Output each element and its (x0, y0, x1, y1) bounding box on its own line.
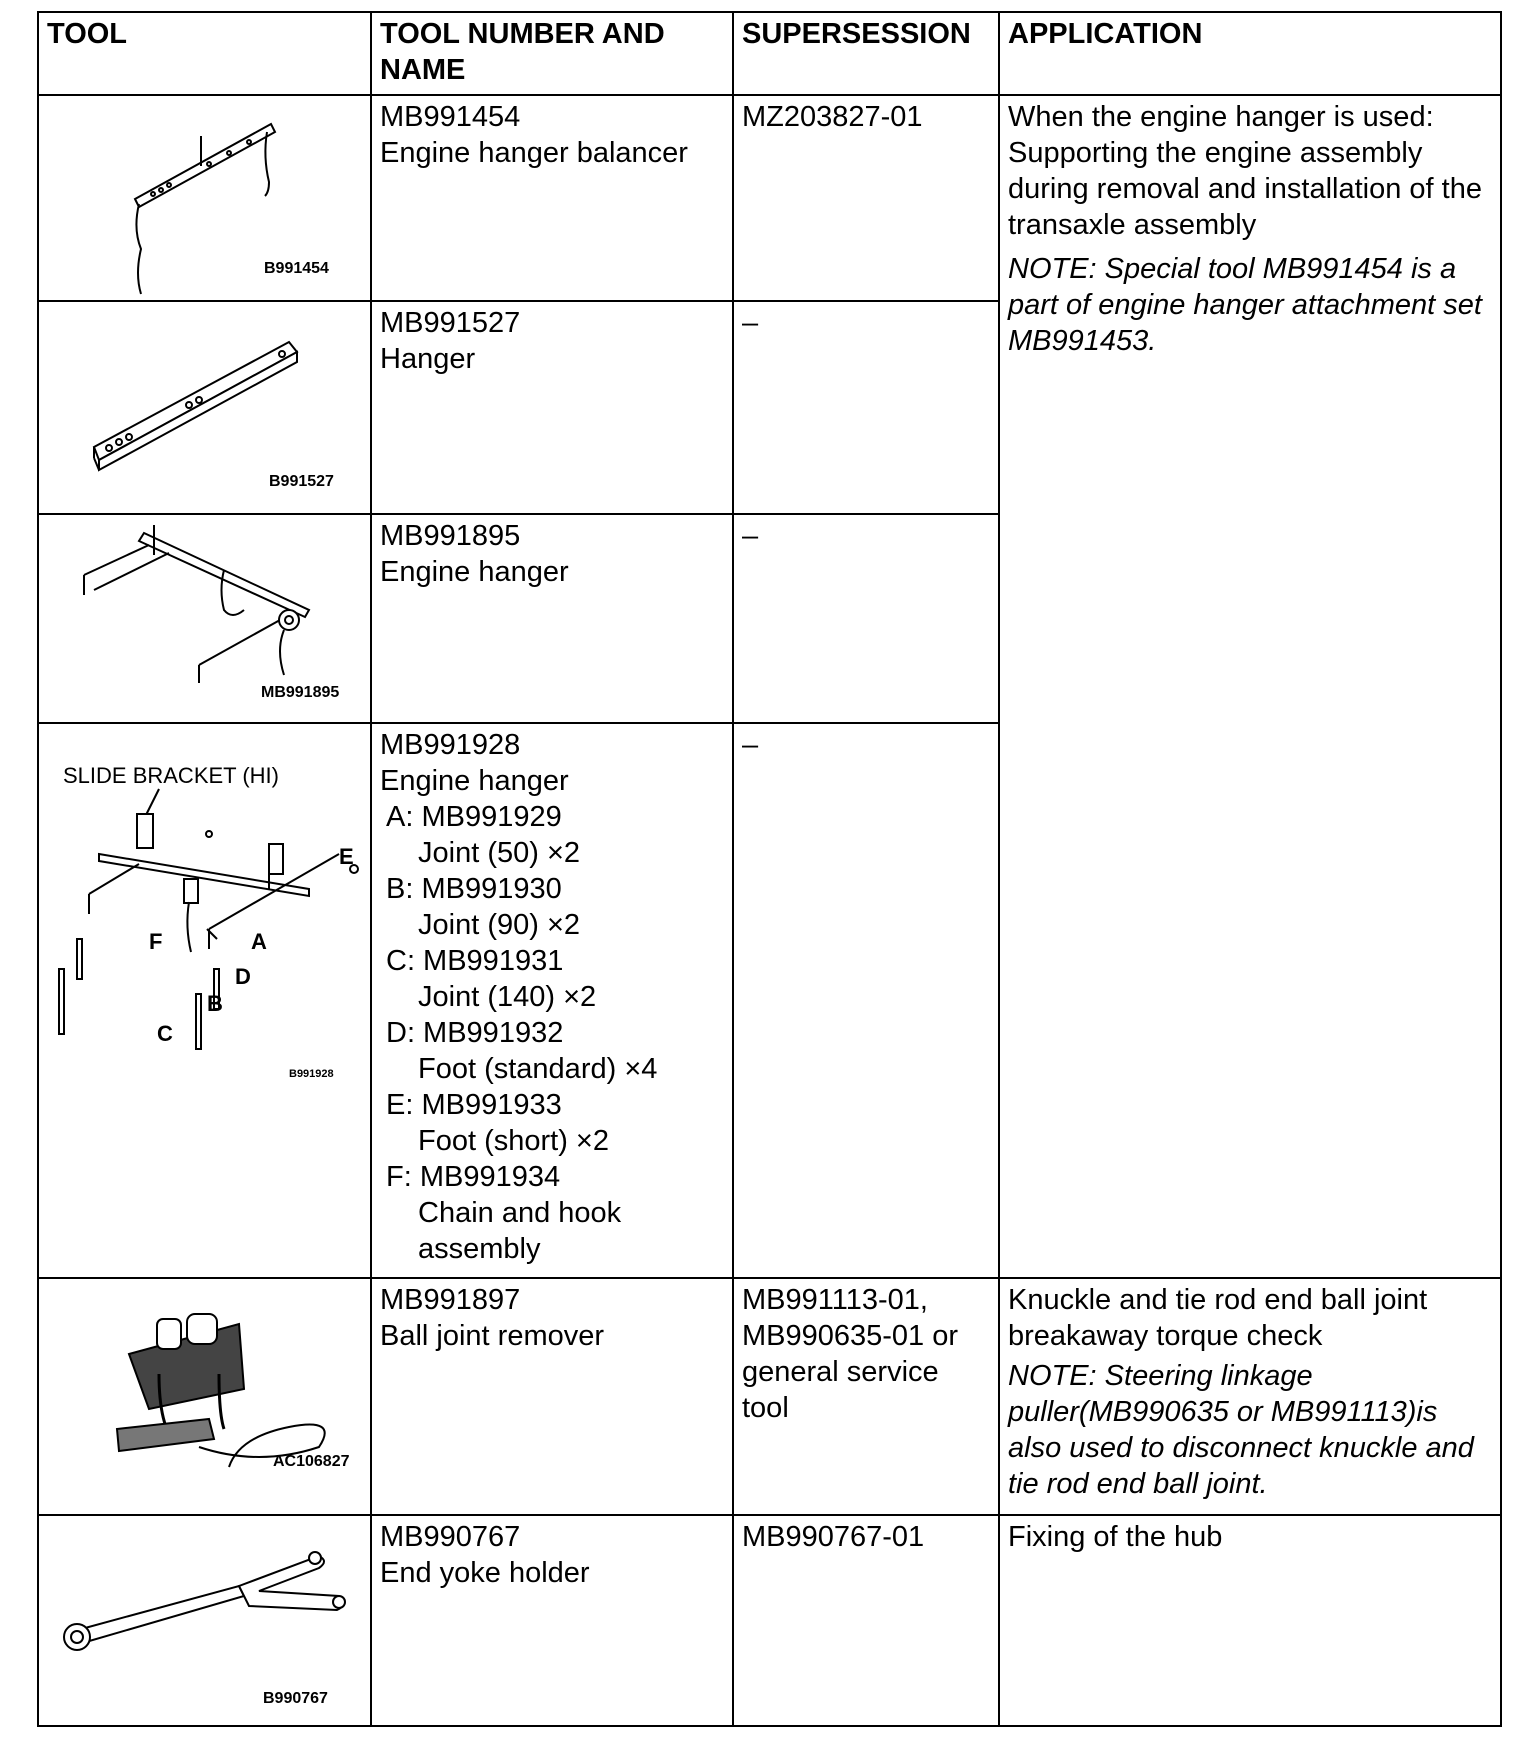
callout-a: A (251, 929, 267, 954)
tool-number: MB991895 (380, 520, 521, 552)
tool-number: MB991897 (380, 1284, 521, 1316)
engine-hanger-kit-illustration (39, 724, 372, 1279)
supersession-value: MB990767-01 (742, 1521, 925, 1553)
tool-image-label: B991454 (264, 260, 329, 277)
supersession-value: – (742, 729, 759, 761)
component-desc: Joint (140) ×2 (418, 981, 597, 1013)
tool-number-name-cell (371, 301, 733, 514)
tool-image-cell (38, 301, 371, 514)
table-row (38, 95, 1501, 301)
component-desc: Foot (short) ×2 (418, 1125, 609, 1157)
supersession-cell (733, 1278, 999, 1515)
component-code: E: MB991933 (386, 1089, 562, 1121)
tool-image-label: B990767 (263, 1690, 328, 1707)
tool-number-name-cell (371, 95, 733, 301)
callout-e: E (339, 844, 354, 869)
callout-f: F (149, 929, 163, 954)
tool-number-name-cell (371, 723, 733, 1278)
component-desc: assembly (418, 1233, 541, 1265)
tool-image-cell (38, 1278, 371, 1515)
header-tool-number-and-name: TOOL NUMBER AND NAME (371, 12, 733, 95)
tool-number-name-cell (371, 514, 733, 723)
tool-name: Engine hanger balancer (380, 137, 688, 169)
supersession-cell (733, 1515, 999, 1726)
component-code: B: MB991930 (386, 873, 562, 905)
supersession-value: general service (742, 1356, 939, 1388)
application-cell-shared (999, 95, 1501, 1278)
tool-number-name-cell (371, 1515, 733, 1726)
component-code: A: MB991929 (386, 801, 562, 833)
supersession-cell (733, 723, 999, 1278)
supersession-value: – (742, 307, 759, 339)
tool-image-label: MB991895 (261, 684, 340, 701)
callout-slide-bracket: SLIDE BRACKET (HI) (63, 763, 279, 788)
component-desc: Joint (50) ×2 (418, 837, 581, 869)
application-cell (999, 1278, 1501, 1515)
tool-name: End yoke holder (380, 1557, 590, 1589)
tool-number: MB991454 (380, 101, 521, 133)
supersession-cell (733, 95, 999, 301)
tool-image-cell (38, 723, 371, 1278)
callout-b: B (207, 991, 223, 1016)
header-application: APPLICATION (999, 12, 1501, 95)
application-note: NOTE: Special tool MB991454 is a part of engine hanger attachment set MB991453. (1008, 253, 1482, 357)
supersession-value: MB991113-01, (742, 1284, 928, 1316)
tool-image-label: B991928 (289, 1068, 334, 1080)
ball-joint-remover-illustration (39, 1279, 372, 1516)
tool-name: Engine hanger (380, 765, 569, 797)
supersession-cell (733, 514, 999, 723)
component-code: C: MB991931 (386, 945, 564, 977)
component-desc: Foot (standard) ×4 (418, 1053, 658, 1085)
header-supersession: SUPERSESSION (733, 12, 999, 95)
tool-name: Ball joint remover (380, 1320, 605, 1352)
header-row (38, 12, 1501, 95)
special-tools-table (37, 11, 1502, 1727)
callout-d: D (235, 964, 251, 989)
supersession-value: tool (742, 1392, 789, 1424)
callout-c: C (157, 1021, 173, 1046)
supersession-cell (733, 301, 999, 514)
application-text: When the engine hanger is used: Supporting the engine assembly during removal and installation of the transaxle assembly (1008, 101, 1482, 241)
component-desc: Joint (90) ×2 (418, 909, 581, 941)
tool-name: Engine hanger (380, 556, 569, 588)
tool-number-name-cell (371, 1278, 733, 1515)
tool-image-cell (38, 1515, 371, 1726)
tool-number: MB990767 (380, 1521, 521, 1553)
tool-image-cell (38, 514, 371, 723)
component-desc: Chain and hook (418, 1197, 622, 1229)
tool-number: MB991527 (380, 307, 521, 339)
tool-image-label: B991527 (269, 473, 334, 490)
table-row (38, 1515, 1501, 1726)
tool-image-label: AC106827 (273, 1453, 350, 1470)
application-note: NOTE: Steering linkage puller(MB990635 or MB991113)is also used to disconnect knuckle and tie rod end ball joint. (1008, 1360, 1474, 1500)
tool-name: Hanger (380, 343, 476, 375)
application-cell (999, 1515, 1501, 1726)
component-code: F: MB991934 (386, 1161, 561, 1193)
header-tool: TOOL (38, 12, 371, 95)
table-row (38, 1278, 1501, 1515)
tool-number: MB991928 (380, 729, 521, 761)
application-text: Knuckle and tie rod end ball joint breakaway torque check (1008, 1284, 1428, 1352)
component-code: D: MB991932 (386, 1017, 564, 1049)
supersession-value: – (742, 520, 759, 552)
tool-image-cell (38, 95, 371, 301)
application-text: Fixing of the hub (1008, 1521, 1223, 1553)
supersession-value: MZ203827-01 (742, 101, 923, 133)
supersession-value: MB990635-01 or (742, 1320, 959, 1352)
